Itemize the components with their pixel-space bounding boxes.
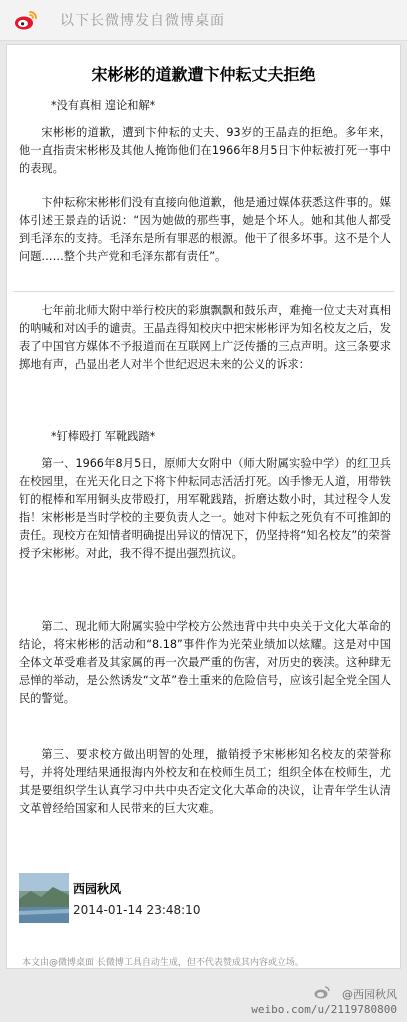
article-paragraph: 卞仲耘称宋彬彬们没有直接向他道歉，他是通过媒体获悉这件事的。媒体引述王景垚的话说：“因为她做的那些事，她是个坏人。她和其他人都受到毛泽东的支持。毛泽东是所有罪恶的根源。他干了很多坏事。这不是个人问题……整个共产党和毛泽东都有责任”。 bbox=[19, 196, 391, 263]
long-post-card bbox=[6, 44, 401, 969]
section-subheading: *没有真相 遑论和解* bbox=[51, 99, 156, 112]
weibo-logo-icon bbox=[14, 8, 38, 32]
watermark-username: @西园秋风 bbox=[342, 988, 397, 1001]
section-subheading: *钉棒殴打 军靴践踏* bbox=[51, 430, 156, 443]
author-name[interactable]: 西园秋风 bbox=[73, 882, 122, 896]
post-timestamp: 2014-01-14 23:48:10 bbox=[73, 903, 201, 917]
divider bbox=[13, 291, 394, 292]
article-title: 宋彬彬的道歉遭卞仲耘丈夫拒绝 bbox=[91, 65, 316, 84]
article-paragraph: 第二、现北师大附属实验中学校方公然违背中共中央关于文化大革命的结论，将宋彬彬的活动和“8.18”事件作为光荣业绩加以炫耀。这是对中国全体文革受难者及其家属的再一次最严重的伤害，对历史的亵渎。这种肆无忌惮的举动，是公然诱发“文革”卷土重来的危险信号，应该引起全党全国人民的警觉。 bbox=[19, 620, 391, 705]
article-paragraph: 七年前北师大附中举行校庆的彩旗飘飘和鼓乐声，难掩一位丈夫对真相的呐喊和对凶手的谴责。王晶垚得知校庆中把宋彬彬评为知名校友之后，发表了中国官方媒体不予报道而在互联网上广泛传播的三点声明。这三条要求掷地有声，凸显出老人对半个世纪迟迟未来的公义的诉求： bbox=[19, 304, 391, 371]
article-paragraph: 宋彬彬的道歉，遭到卞仲耘的丈夫、93岁的王晶垚的拒绝。多年来，他一直指责宋彬彬及其他人掩饰他们在1966年8月5日卞仲耘被打死一事中的表现。 bbox=[19, 126, 391, 175]
app-header bbox=[0, 0, 407, 41]
watermark-url: weibo.com/u/2119780800 bbox=[251, 1003, 397, 1016]
article-paragraph: 第一、1966年8月5日，原师大女附中（师大附属实验中学）的红卫兵在校园里，在光天化日之下将卞仲耘同志活活打死。凶手惨无人道，用带铁钉的棍棒和军用铜头皮带殴打，用军靴践踏，折磨达数小时，其过程令人发指！宋彬彬是当时学校的主要负责人之一。她对卞仲耘之死负有不可推卸的责任。现校方在知情者明确提出异议的情况下，仍坚持将“知名校友”的荣誉授予宋彬彬。对此，我不得不提出强烈抗议。 bbox=[19, 457, 391, 560]
footer-disclaimer: 本文由@微博桌面 长微博工具自动生成，但不代表赞成其内容或立场。 bbox=[22, 958, 304, 968]
avatar[interactable] bbox=[19, 873, 69, 923]
weibo-watermark-icon bbox=[314, 986, 330, 999]
header-caption: 以下长微博发自微博桌面 bbox=[60, 13, 225, 29]
article-paragraph: 第三、要求校方做出明智的处理，撤销授予宋彬彬知名校友的荣誉称号，并将处理结果通报海内外校友和在校师生员工；组织全体在校师生，尤其是要组织学生认真学习中共中央否定文化大革命的决议，让青年学生认清文革曾经给国家和人民带来的巨大灾难。 bbox=[19, 748, 391, 815]
